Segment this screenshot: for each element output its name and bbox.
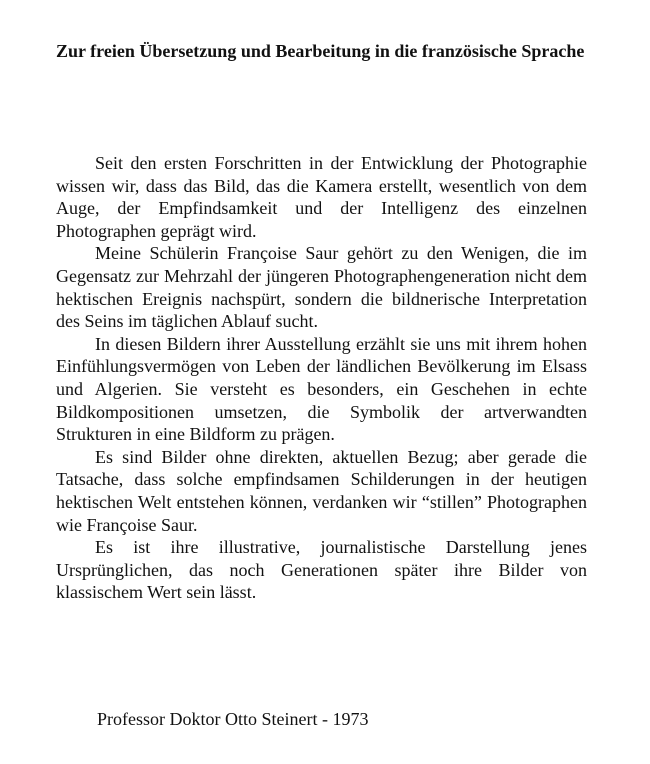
paragraph-2: Meine Schülerin Françoise Saur gehört zu den Wenigen, die im Gegensatz zur Mehrzahl der jüngeren Photographengeneration nicht dem hektischen Ereignis nachspürt, sondern die bildnerische Interpretation des Seins im täglichen Ablauf sucht.: [56, 243, 587, 332]
document-body: [56, 152, 587, 604]
signature: Professor Doktor Otto Steinert - 1973: [97, 709, 369, 729]
document-title: Zur freien Übersetzung und Bearbeitung in die französische Sprache: [56, 41, 585, 61]
paragraph-4: Es sind Bilder ohne direkten, aktuellen Bezug; aber gerade die Tatsache, dass solche empfindsamen Schilderungen in der heutigen hektischen Welt entstehen können, verdanken wir “stillen” Photographen wie Françoise Saur.: [56, 446, 587, 535]
paragraph-3: In diesen Bildern ihrer Ausstellung erzählt sie uns mit ihrem hohen Einfühlungsvermögen von Leben der ländlichen Bevölkerung im Elsass und Algerien. Sie versteht es besonders, ein Geschehen in echte Bildkompositionen umsetzen, die Symbolik der artverwandten Strukturen in eine Bildform zu prägen.: [56, 333, 587, 445]
paragraph-5: Es ist ihre illustrative, journalistische Darstellung jenes Ursprünglichen, das noch Generationen später ihre Bilder von klassischem Wert sein lässt.: [56, 537, 587, 603]
paragraph-1: Seit den ersten Forschritten in der Entwicklung der Photographie wissen wir, dass das Bild, das die Kamera erstellt, wesentlich von dem Auge, der Empfindsamkeit und der Intelligenz des einzelnen Photographen geprägt wird.: [56, 153, 587, 241]
